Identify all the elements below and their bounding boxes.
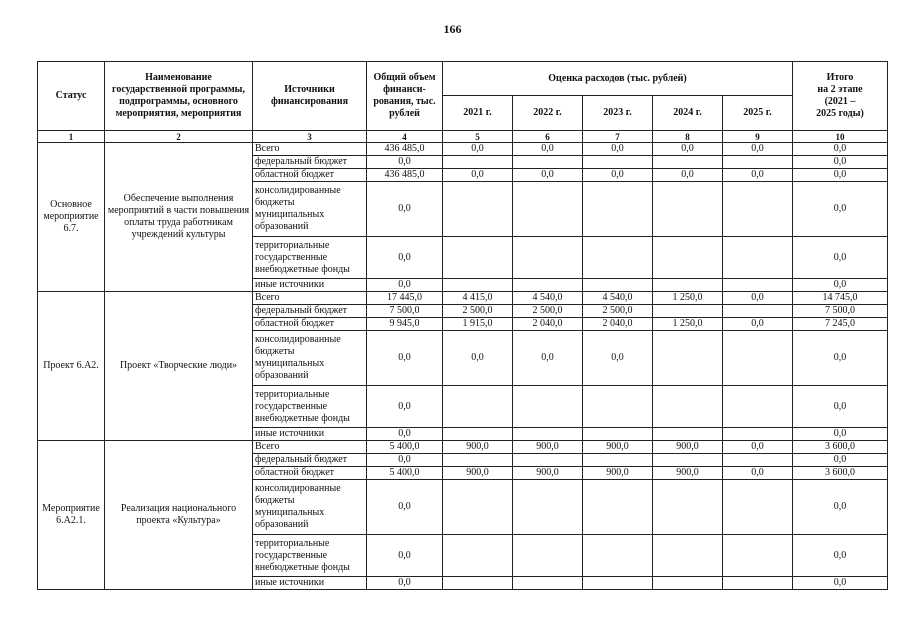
cell-year-value	[653, 331, 723, 386]
cell-year-value: 0,0	[443, 143, 513, 156]
row-source: консолидированные бюджеты муниципальных образований	[253, 182, 367, 237]
cell-stage-total: 0,0	[793, 386, 888, 428]
budget-table	[37, 61, 888, 590]
cell-year-value	[653, 182, 723, 237]
cell-year-value	[583, 535, 653, 577]
cell-stage-total: 0,0	[793, 156, 888, 169]
cell-stage-total: 0,0	[793, 331, 888, 386]
cell-year-value: 2 500,0	[583, 305, 653, 318]
cell-year-value: 900,0	[513, 441, 583, 454]
row-source: территориальные государственные внебюджетные фонды	[253, 237, 367, 279]
cell-year-value: 900,0	[443, 467, 513, 480]
cell-year-value	[443, 156, 513, 169]
cell-year-value: 1 915,0	[443, 318, 513, 331]
header-name: Наименование государственной программы, подпрограммы, основного мероприятия, мероприятия	[105, 62, 253, 131]
cell-year-value	[443, 279, 513, 292]
header-stage-total-line2: на 2 этапе	[817, 84, 863, 95]
cell-year-value	[513, 156, 583, 169]
cell-stage-total: 0,0	[793, 454, 888, 467]
cell-year-value: 2 040,0	[583, 318, 653, 331]
row-source: консолидированные бюджеты муниципальных образований	[253, 480, 367, 535]
cell-year-value	[723, 454, 793, 467]
cell-year-value: 0,0	[723, 169, 793, 182]
cell-year-value	[653, 480, 723, 535]
row-source: консолидированные бюджеты муниципальных образований	[253, 331, 367, 386]
row-status: Мероприятие 6.А2.1.	[38, 441, 105, 590]
cell-year-value	[723, 577, 793, 590]
cell-year-value	[653, 156, 723, 169]
cell-year-value	[513, 428, 583, 441]
cell-year-value	[723, 428, 793, 441]
cell-year-value: 900,0	[583, 441, 653, 454]
cell-year-value	[443, 386, 513, 428]
cell-stage-total: 0,0	[793, 237, 888, 279]
cell-stage-total: 0,0	[793, 279, 888, 292]
cell-year-value	[443, 428, 513, 441]
cell-year-value: 2 500,0	[513, 305, 583, 318]
cell-year-value	[513, 279, 583, 292]
cell-year-value	[443, 182, 513, 237]
row-program-name: Проект «Творческие люди»	[105, 292, 253, 441]
cell-year-value: 0,0	[443, 169, 513, 182]
cell-stage-total: 7 245,0	[793, 318, 888, 331]
header-stage-total-line1: Итого	[826, 72, 854, 83]
row-source: федеральный бюджет	[253, 305, 367, 318]
cell-stage-total: 0,0	[793, 577, 888, 590]
cell-year-value	[443, 480, 513, 535]
row-source: федеральный бюджет	[253, 454, 367, 467]
cell-year-value	[583, 386, 653, 428]
row-status: Проект 6.А2.	[38, 292, 105, 441]
cell-year-value	[513, 182, 583, 237]
cell-total: 0,0	[367, 182, 443, 237]
header-year-2025: 2025 г.	[723, 96, 793, 131]
cell-year-value: 0,0	[443, 331, 513, 386]
header-year-2024: 2024 г.	[653, 96, 723, 131]
row-source: иные источники	[253, 577, 367, 590]
cell-year-value	[583, 454, 653, 467]
cell-total: 5 400,0	[367, 441, 443, 454]
cell-year-value	[443, 577, 513, 590]
cell-total: 0,0	[367, 577, 443, 590]
column-number: 1	[38, 131, 105, 143]
cell-year-value	[653, 428, 723, 441]
cell-year-value	[443, 237, 513, 279]
row-source: территориальные государственные внебюджетные фонды	[253, 386, 367, 428]
column-number: 10	[793, 131, 888, 143]
cell-stage-total: 0,0	[793, 182, 888, 237]
table-row	[38, 292, 888, 305]
cell-year-value	[653, 386, 723, 428]
cell-year-value	[723, 279, 793, 292]
header-sources: Источники финансирования	[253, 62, 367, 131]
cell-year-value	[723, 182, 793, 237]
cell-year-value: 0,0	[513, 143, 583, 156]
cell-total: 0,0	[367, 386, 443, 428]
cell-year-value: 1 250,0	[653, 318, 723, 331]
cell-year-value: 900,0	[653, 467, 723, 480]
column-number: 8	[653, 131, 723, 143]
row-program-name: Реализация национального проекта «Культура»	[105, 441, 253, 590]
page-number: 166	[443, 22, 462, 36]
cell-year-value	[723, 480, 793, 535]
cell-year-value	[583, 237, 653, 279]
cell-stage-total: 7 500,0	[793, 305, 888, 318]
cell-year-value	[513, 577, 583, 590]
column-number: 7	[583, 131, 653, 143]
column-number: 5	[443, 131, 513, 143]
cell-total: 17 445,0	[367, 292, 443, 305]
cell-year-value: 0,0	[583, 143, 653, 156]
cell-total: 0,0	[367, 535, 443, 577]
table-row	[38, 441, 888, 454]
cell-total: 436 485,0	[367, 169, 443, 182]
cell-year-value: 0,0	[513, 169, 583, 182]
row-source: областной бюджет	[253, 318, 367, 331]
cell-year-value: 0,0	[723, 292, 793, 305]
row-source: Всего	[253, 143, 367, 156]
cell-year-value	[513, 480, 583, 535]
table-row	[38, 143, 888, 156]
table-body	[38, 143, 888, 590]
row-program-name: Обеспечение выполнения мероприятий в части повышения оплаты труда работникам учреждений культуры	[105, 143, 253, 292]
column-number: 2	[105, 131, 253, 143]
cell-year-value	[723, 331, 793, 386]
cell-total: 7 500,0	[367, 305, 443, 318]
cell-year-value: 0,0	[653, 169, 723, 182]
cell-year-value: 900,0	[513, 467, 583, 480]
cell-total: 0,0	[367, 156, 443, 169]
cell-year-value: 900,0	[653, 441, 723, 454]
cell-year-value	[653, 577, 723, 590]
cell-year-value	[723, 535, 793, 577]
cell-stage-total: 3 600,0	[793, 441, 888, 454]
row-source: Всего	[253, 441, 367, 454]
cell-total: 0,0	[367, 480, 443, 535]
cell-stage-total: 0,0	[793, 535, 888, 577]
cell-total: 0,0	[367, 454, 443, 467]
cell-total: 0,0	[367, 237, 443, 279]
row-source: федеральный бюджет	[253, 156, 367, 169]
cell-stage-total: 0,0	[793, 143, 888, 156]
cell-stage-total: 0,0	[793, 169, 888, 182]
cell-year-value	[723, 305, 793, 318]
cell-year-value	[653, 279, 723, 292]
header-year-2023: 2023 г.	[583, 96, 653, 131]
cell-year-value	[443, 535, 513, 577]
cell-year-value: 4 540,0	[583, 292, 653, 305]
cell-total: 0,0	[367, 279, 443, 292]
cell-year-value	[723, 386, 793, 428]
cell-year-value	[653, 454, 723, 467]
cell-year-value: 4 540,0	[513, 292, 583, 305]
header-status: Статус	[38, 62, 105, 131]
row-source: областной бюджет	[253, 169, 367, 182]
cell-stage-total: 0,0	[793, 428, 888, 441]
cell-year-value	[513, 237, 583, 279]
cell-year-value: 0,0	[723, 143, 793, 156]
column-number: 6	[513, 131, 583, 143]
cell-year-value: 0,0	[583, 169, 653, 182]
cell-year-value	[583, 480, 653, 535]
header-year-2021: 2021 г.	[443, 96, 513, 131]
cell-year-value: 0,0	[723, 318, 793, 331]
cell-total: 5 400,0	[367, 467, 443, 480]
cell-year-value	[583, 428, 653, 441]
cell-total: 0,0	[367, 428, 443, 441]
column-number: 9	[723, 131, 793, 143]
cell-year-value	[653, 535, 723, 577]
column-number: 4	[367, 131, 443, 143]
cell-year-value	[513, 535, 583, 577]
cell-year-value	[583, 182, 653, 237]
cell-year-value	[583, 279, 653, 292]
header-estimate: Оценка расходов (тыс. рублей)	[443, 62, 793, 96]
column-number: 3	[253, 131, 367, 143]
cell-stage-total: 0,0	[793, 480, 888, 535]
cell-year-value: 4 415,0	[443, 292, 513, 305]
row-source: Всего	[253, 292, 367, 305]
cell-year-value: 900,0	[443, 441, 513, 454]
cell-year-value	[723, 156, 793, 169]
cell-total: 0,0	[367, 331, 443, 386]
cell-year-value	[723, 237, 793, 279]
cell-total: 436 485,0	[367, 143, 443, 156]
header-stage-total-line4: 2025 годы)	[816, 108, 864, 119]
row-source: территориальные государственные внебюджетные фонды	[253, 535, 367, 577]
cell-total: 9 945,0	[367, 318, 443, 331]
cell-year-value: 0,0	[653, 143, 723, 156]
row-status: Основное мероприятие 6.7.	[38, 143, 105, 292]
cell-year-value: 900,0	[583, 467, 653, 480]
cell-year-value: 0,0	[513, 331, 583, 386]
cell-year-value: 0,0	[583, 331, 653, 386]
cell-year-value	[653, 237, 723, 279]
cell-year-value	[443, 454, 513, 467]
row-source: иные источники	[253, 428, 367, 441]
header-total: Общий объем финанси-рования, тыс. рублей	[367, 62, 443, 131]
cell-year-value: 0,0	[723, 441, 793, 454]
cell-year-value: 0,0	[723, 467, 793, 480]
cell-year-value: 2 500,0	[443, 305, 513, 318]
header-year-2022: 2022 г.	[513, 96, 583, 131]
row-source: иные источники	[253, 279, 367, 292]
cell-stage-total: 14 745,0	[793, 292, 888, 305]
cell-year-value	[513, 386, 583, 428]
cell-stage-total: 3 600,0	[793, 467, 888, 480]
header-stage-total-line3: (2021 –	[824, 96, 856, 107]
cell-year-value	[583, 156, 653, 169]
cell-year-value	[583, 577, 653, 590]
cell-year-value: 1 250,0	[653, 292, 723, 305]
header-stage-total	[793, 62, 888, 131]
cell-year-value	[653, 305, 723, 318]
cell-year-value	[513, 454, 583, 467]
row-source: областной бюджет	[253, 467, 367, 480]
cell-year-value: 2 040,0	[513, 318, 583, 331]
